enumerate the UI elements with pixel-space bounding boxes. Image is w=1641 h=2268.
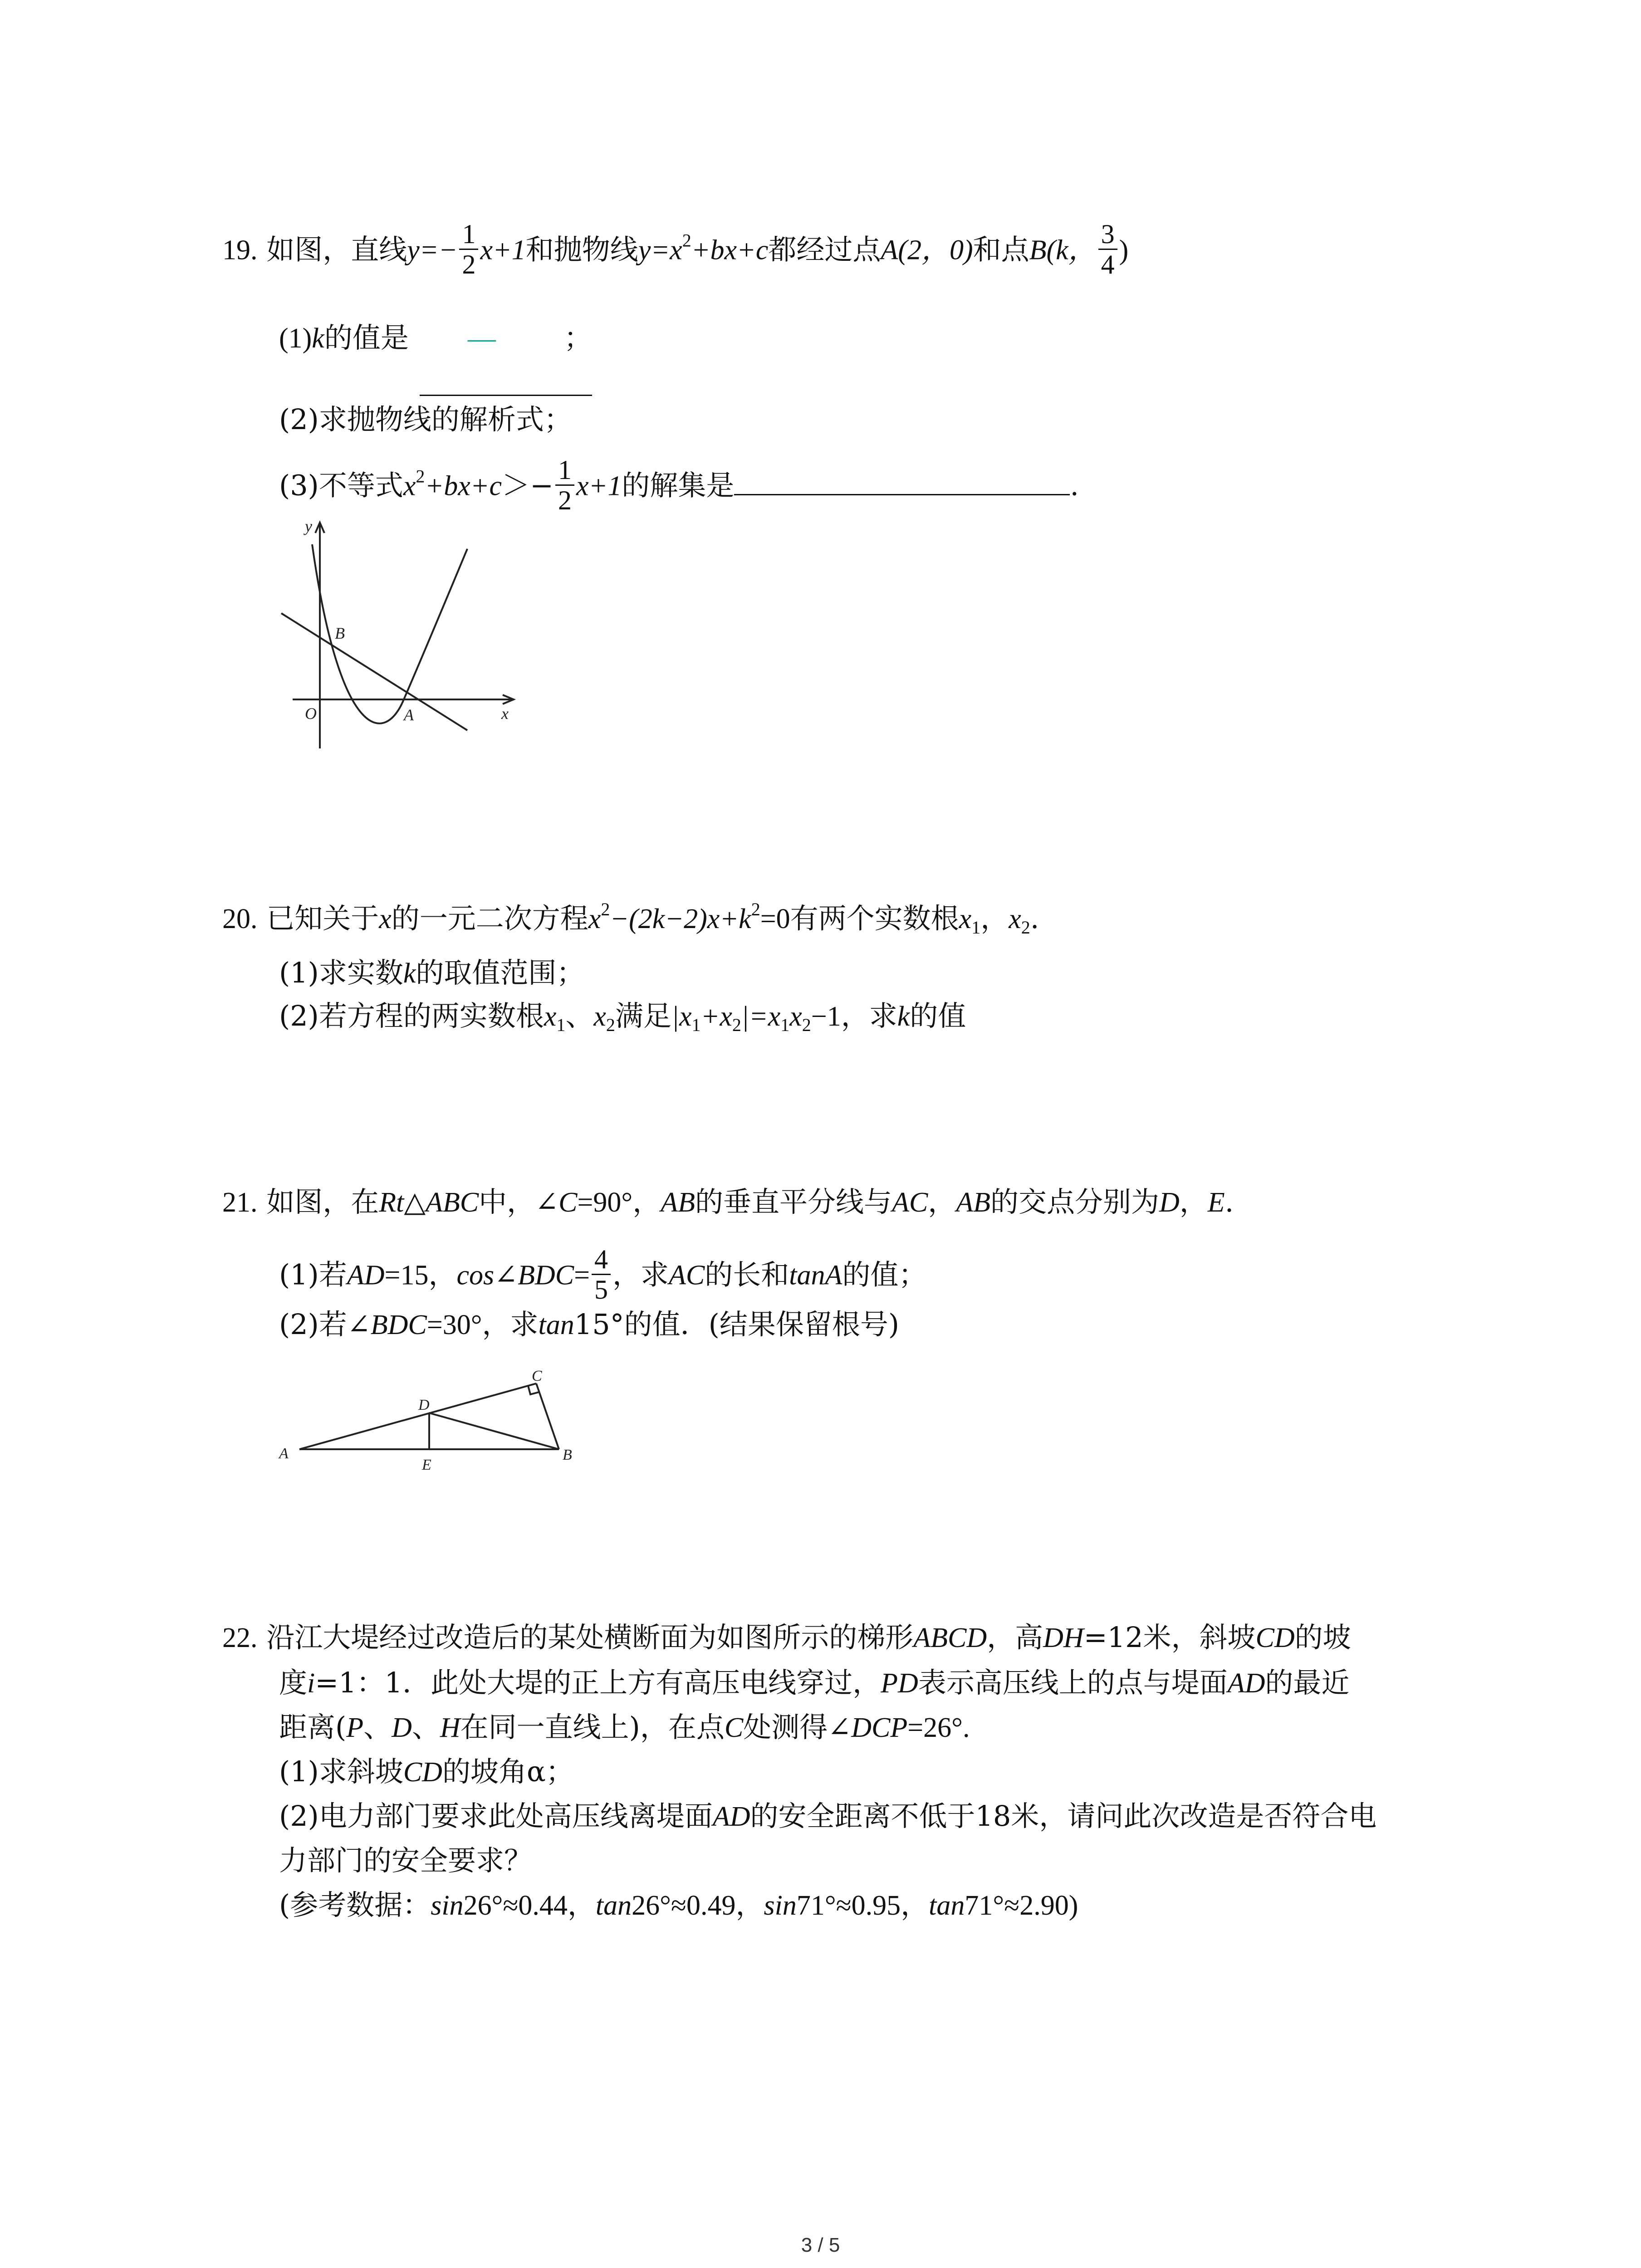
label-d: D xyxy=(418,1397,430,1413)
separator: ， xyxy=(1179,1185,1208,1218)
subscript: 1 xyxy=(780,1015,790,1035)
q19-stem-text: 如图，直线 xyxy=(266,233,407,266)
q20-part1 xyxy=(279,955,584,992)
q20-number: 20. xyxy=(222,904,258,934)
q20-part1-text: 的取值范围； xyxy=(416,956,585,989)
q22-ref-text: (参考数据： xyxy=(279,1888,431,1921)
q22-ref-text: 71°≈2.90) xyxy=(965,1890,1078,1921)
q21-stem-text: 如图，在 xyxy=(266,1185,379,1218)
q20-stem xyxy=(222,900,1039,937)
subscript: 1 xyxy=(691,1015,701,1035)
q19-part1-var: k xyxy=(312,323,324,354)
q19-fraction-half xyxy=(459,220,478,279)
q22-text: 距离( xyxy=(279,1711,347,1744)
q22-part1 xyxy=(279,1754,574,1790)
q22-point: C xyxy=(724,1712,744,1743)
q22-segment: DH xyxy=(1043,1623,1084,1653)
q22-text: 的最近 xyxy=(1265,1666,1350,1699)
q22-line1 xyxy=(222,1619,1351,1656)
exponent: 2 xyxy=(601,899,610,919)
subscript: 2 xyxy=(606,1015,615,1035)
q22-segment: CD xyxy=(403,1757,442,1788)
q21-part2 xyxy=(279,1306,899,1343)
q20-stem-text: 有两个实数根 xyxy=(790,902,959,935)
q22-text: 表示高压线上的点与堤面 xyxy=(918,1666,1228,1699)
q19-part1-text: 的值是 xyxy=(324,321,409,354)
q20-part1-var: k xyxy=(403,958,416,989)
q21-part1-text: 的值； xyxy=(842,1258,927,1291)
subscript: 1 xyxy=(971,917,981,938)
separator: 、 xyxy=(411,1711,440,1744)
label-c: C xyxy=(532,1368,542,1384)
q21-stem-text: 的交点分别为 xyxy=(990,1185,1159,1218)
q21-angle-sign: ∠ xyxy=(494,1258,518,1291)
q22-segment: AD xyxy=(712,1801,750,1832)
subscript: 2 xyxy=(732,1015,741,1035)
q21-part1-text: (1)若 xyxy=(279,1258,347,1291)
q21-part1-text: ，求 xyxy=(612,1258,669,1291)
q21-triangle: Rt△ABC xyxy=(379,1187,479,1218)
q19-point-b: B(k， xyxy=(1029,235,1097,266)
q19-part3-prefix: (3)不等式 xyxy=(279,469,403,502)
q19-part1 xyxy=(279,320,592,357)
q20-condition: |=x xyxy=(741,1001,781,1032)
page-number: 3 / 5 xyxy=(801,2234,840,2256)
q22-angle: DCP xyxy=(851,1712,908,1743)
q21-stem-text: 的垂直平分线与 xyxy=(695,1185,892,1218)
q21-segment: AC xyxy=(892,1187,928,1218)
q20-condition: +x xyxy=(700,1001,732,1032)
q21-part1 xyxy=(279,1244,927,1307)
q21-segment: AB xyxy=(661,1187,695,1218)
q22-point: D xyxy=(392,1712,412,1743)
q21-part2-text: (2)若∠ xyxy=(279,1308,371,1341)
q19-part3-rhs: x+1 xyxy=(576,470,622,502)
q19-answer-mark: — xyxy=(467,323,496,354)
q20-equation: =0 xyxy=(760,904,790,934)
q20-part2-var: k xyxy=(897,1001,910,1032)
q20-stem-end: . xyxy=(1030,902,1039,935)
q19-part3 xyxy=(279,455,1079,518)
q20-equation: −(2k−2)x+k xyxy=(610,904,751,934)
q20-part1-text: (1)求实数 xyxy=(279,956,403,989)
q19-part3-text: 的解集是 xyxy=(622,469,735,502)
q21-part1-text: =15， xyxy=(384,1260,457,1291)
q22-text: 的坡 xyxy=(1294,1621,1351,1654)
q22-point: H xyxy=(440,1712,460,1743)
exponent: 2 xyxy=(682,230,691,251)
q21-stem-text: 中，∠ xyxy=(479,1185,559,1218)
q22-text: =1：1．此处大堤的正上方有高压电线穿过， xyxy=(315,1666,881,1699)
q21-segment: AB xyxy=(956,1187,990,1218)
segment-db xyxy=(429,1413,559,1449)
q20-root: x xyxy=(544,1001,557,1032)
q22-text: =26°. xyxy=(907,1712,970,1743)
q19-part3-fraction xyxy=(555,455,574,515)
q20-root: x xyxy=(1009,904,1021,934)
q19-stem-text: 和点 xyxy=(973,233,1029,266)
q22-line3 xyxy=(279,1709,970,1746)
separator: ， xyxy=(928,1185,956,1218)
q22-part1-text: 的坡角α； xyxy=(442,1755,574,1788)
q21-point: D xyxy=(1159,1187,1180,1218)
frac-den: 2 xyxy=(462,249,476,279)
q22-text: 度 xyxy=(279,1666,308,1699)
q19-part3-answer-blank[interactable] xyxy=(734,489,1070,495)
q19-line-eq-rest: x+1 xyxy=(480,235,526,266)
q20-part2-text: (2)若方程的两实数根 xyxy=(279,999,544,1032)
q19-point-a: A(2，0) xyxy=(881,235,973,266)
exponent: 2 xyxy=(751,899,760,919)
q21-fraction xyxy=(592,1245,611,1304)
exponent: 2 xyxy=(416,466,425,487)
q19-part1-prefix: (1) xyxy=(279,323,312,354)
q22-tan: tan xyxy=(595,1890,632,1921)
q21-part1-text: 的长和 xyxy=(705,1258,789,1291)
frac-den: 4 xyxy=(1101,249,1115,279)
q22-part2-text: (2)电力部门要求此处高压线离堤面 xyxy=(279,1799,713,1833)
label-e: E xyxy=(422,1457,431,1473)
q21-angle: BDC xyxy=(370,1310,427,1340)
q22-text: 处测得∠ xyxy=(743,1711,852,1744)
q19-parabola-eq: y=x xyxy=(638,235,682,266)
q20-stem-text: 已知关于 xyxy=(266,902,379,935)
q22-part2-line2: 力部门的安全要求？ xyxy=(279,1844,533,1877)
q20-var-x: x xyxy=(379,904,392,934)
q21-number: 21. xyxy=(222,1187,258,1218)
q19-fraction-b xyxy=(1098,220,1117,279)
frac-num: 1 xyxy=(555,455,574,486)
q22-text: ，高 xyxy=(987,1621,1043,1654)
q19-part3-expr: x xyxy=(403,470,416,502)
q20-part2 xyxy=(279,998,966,1035)
q22-ref-text: 26°≈0.49， xyxy=(632,1890,764,1921)
q21-tan: tanA xyxy=(789,1260,843,1291)
subscript: 2 xyxy=(1021,917,1030,938)
q21-stem-text: =90°， xyxy=(577,1187,661,1218)
segment-ac xyxy=(299,1383,536,1449)
q19-point-b-close: ) xyxy=(1119,235,1129,266)
q21-equals: = xyxy=(574,1260,590,1291)
segment-cb xyxy=(536,1383,559,1449)
q20-root: x xyxy=(593,1001,606,1032)
q22-text: 在同一直线上)，在点 xyxy=(460,1711,725,1744)
label-x: x xyxy=(501,704,509,723)
q19-stem-text: 和抛物线 xyxy=(525,233,638,266)
q19-part3-gt: ＞− xyxy=(502,469,554,502)
q22-line2 xyxy=(279,1665,1349,1701)
frac-num: 4 xyxy=(592,1245,611,1275)
q22-ref-text: 71°≈0.95， xyxy=(796,1890,929,1921)
frac-den: 5 xyxy=(594,1275,608,1305)
q20-condition: −1 xyxy=(811,1001,841,1032)
q19-parabola-eq-rest: +bx+c xyxy=(691,235,769,266)
label-y: y xyxy=(305,517,312,535)
q19-part3-end: . xyxy=(1070,469,1079,502)
q21-cos: cos xyxy=(456,1260,495,1291)
q20-condition: |x xyxy=(671,1001,692,1032)
q21-stem-end: . xyxy=(1225,1185,1234,1218)
label-a: A xyxy=(404,706,414,724)
q21-angle: C xyxy=(558,1187,578,1218)
q22-trapezoid: ABCD xyxy=(913,1623,987,1653)
q22-text: =12米，斜坡 xyxy=(1083,1621,1256,1654)
q21-point: E xyxy=(1207,1187,1225,1218)
q19-number: 19. xyxy=(222,235,258,266)
q19-figure xyxy=(272,513,526,758)
q20-part2-text: ，求 xyxy=(841,999,897,1032)
label-b: B xyxy=(335,624,345,642)
q20-condition: x xyxy=(789,1001,802,1032)
q20-stem-text: 的一元二次方程 xyxy=(391,902,588,935)
q19-line-eq: y=− xyxy=(407,235,458,266)
q22-segment: PD xyxy=(881,1668,918,1699)
q22-part2-line1 xyxy=(279,1798,1376,1835)
q21-tan: tan xyxy=(538,1310,574,1340)
separator: 、 xyxy=(363,1711,392,1744)
q22-number: 22. xyxy=(222,1623,258,1653)
q22-sin: sin xyxy=(431,1890,464,1921)
frac-den: 2 xyxy=(558,485,572,515)
label-o: O xyxy=(305,704,317,723)
q19-part2: (2)求抛物线的解析式； xyxy=(279,403,572,436)
label-a: A xyxy=(279,1445,289,1462)
q22-tan: tan xyxy=(929,1890,965,1921)
q22-text: 沿江大堤经过改造后的某处横断面为如图所示的梯形 xyxy=(266,1621,914,1654)
q21-stem xyxy=(222,1184,1234,1221)
separator: ， xyxy=(980,902,1009,935)
q22-ref-text: 26°≈0.44， xyxy=(463,1890,596,1921)
q22-point: P xyxy=(346,1712,364,1743)
q21-segment: AD xyxy=(347,1260,385,1291)
q20-part2-text: 满足 xyxy=(615,999,671,1032)
q20-equation: x xyxy=(588,904,601,934)
q21-segment: AC xyxy=(669,1260,705,1291)
frac-num: 1 xyxy=(459,220,478,250)
subscript: 1 xyxy=(556,1015,566,1035)
q19-stem xyxy=(222,219,1129,282)
subscript: 2 xyxy=(802,1015,811,1035)
frac-num: 3 xyxy=(1098,220,1117,250)
q22-segment: AD xyxy=(1227,1668,1265,1699)
separator: 、 xyxy=(565,999,594,1032)
q22-reference-data xyxy=(279,1887,1078,1924)
q21-part2-text: =30°，求 xyxy=(426,1310,539,1340)
q22-part1-text: (1)求斜坡 xyxy=(279,1755,403,1788)
q19-part3-expr-rest: +bx+c xyxy=(425,470,502,502)
q19-part1-end: ； xyxy=(563,321,592,354)
q22-slope-var: i xyxy=(307,1668,315,1699)
q19-part1-answer-blank[interactable] xyxy=(420,395,592,396)
q21-part2-text: 15°的值．(结果保留根号) xyxy=(574,1308,900,1341)
q20-root: x xyxy=(959,904,972,934)
label-b: B xyxy=(563,1447,572,1463)
q19-stem-text: 都经过点 xyxy=(768,233,881,266)
q22-part2-text: 的安全距离不低于18米，请问此次改造是否符合电 xyxy=(750,1799,1377,1833)
q21-figure xyxy=(272,1368,590,1483)
q22-segment: CD xyxy=(1255,1623,1295,1653)
q21-angle: BDC xyxy=(518,1260,574,1291)
q22-sin: sin xyxy=(764,1890,797,1921)
q20-part2-text: 的值 xyxy=(910,999,966,1032)
